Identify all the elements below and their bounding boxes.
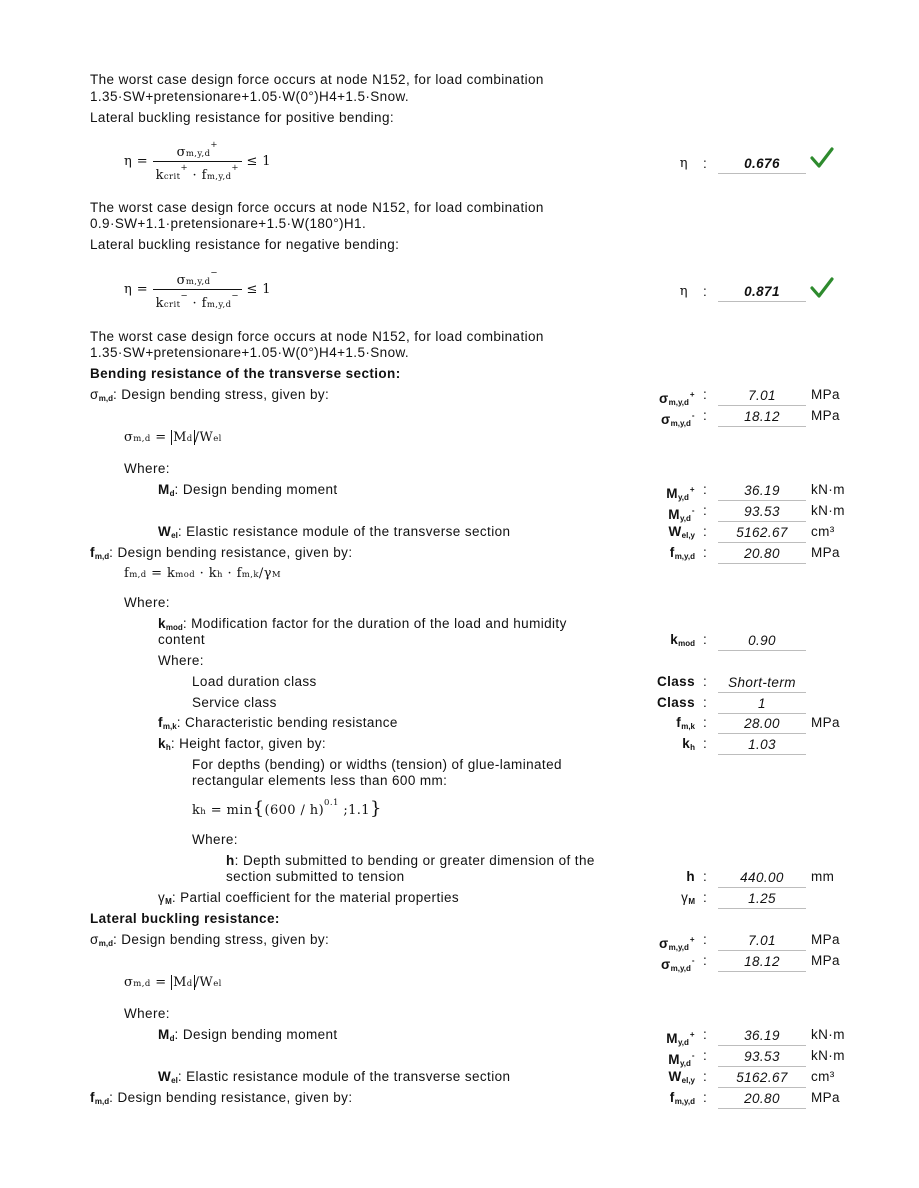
colon: : xyxy=(703,695,708,710)
load-duration-class-label: Class xyxy=(656,674,695,689)
kh-label: $k_h$ xyxy=(682,736,695,752)
where-label: Where: xyxy=(124,461,170,476)
colon: : xyxy=(703,545,708,560)
lateral-my-pos-unit: kN·m xyxy=(811,1027,845,1042)
s3-text-line1: The worst case design force occurs at node N152, for load combination xyxy=(90,329,544,344)
colon: : xyxy=(703,503,708,518)
colon: : xyxy=(703,1090,708,1105)
colon: : xyxy=(703,524,708,539)
s3-text-line2: 1.35·SW+pretensionare+1.05·W(0°)H4+1.5·Snow. xyxy=(90,345,410,360)
checkmark-icon xyxy=(810,276,834,300)
lateral-wel-description: $W_{el}$: Elastic resistance module of the transverse section xyxy=(158,1069,511,1085)
my-neg-label: $M_{y,d}^-$ xyxy=(668,506,695,523)
lateral-fmd-unit: MPa xyxy=(811,1090,840,1105)
lateral-sigma-pos-unit: MPa xyxy=(811,932,840,947)
lateral-wel-label: $W_{el,y}$ xyxy=(668,1069,695,1085)
depth-text-line2: rectangular elements less than 600 mm: xyxy=(192,773,448,788)
colon: : xyxy=(703,953,708,968)
my-neg-value: 93.53 xyxy=(718,504,806,522)
wel-description: $W_{el}$: Elastic resistance module of the transverse section xyxy=(158,524,511,540)
fmd-description: $f_{m,d}$: Design bending resistance, given by: xyxy=(90,545,353,561)
md-description: $M_d$: Design bending moment xyxy=(158,482,338,498)
s1-text-line2: 1.35·SW+pretensionare+1.05·W(0°)H4+1.5·Snow. xyxy=(90,89,410,104)
lateral-my-pos-value: 36.19 xyxy=(718,1028,806,1046)
fmd-unit: MPa xyxy=(811,545,840,560)
gamma-m-description: $\gamma_M$: Partial coefficient for the material properties xyxy=(158,890,460,906)
h-description-line1: h: Depth submitted to bending or greater dimension of the xyxy=(226,853,595,868)
depth-text-line1: For depths (bending) or widths (tension) of glue-laminated xyxy=(192,757,562,772)
fmd-value: 20.80 xyxy=(718,546,806,564)
kmod-value: 0.90 xyxy=(718,633,806,651)
sigma-pos-label: $\sigma_{m,y,d}^+$ xyxy=(658,390,695,407)
lateral-heading: Lateral buckling resistance: xyxy=(90,911,280,926)
h-label: h xyxy=(686,869,695,884)
colon: : xyxy=(703,932,708,947)
kh-description: $k_h$: Height factor, given by: xyxy=(158,736,327,752)
lateral-my-neg-unit: kN·m xyxy=(811,1048,845,1063)
lateral-fmd-description: $f_{m,d}$: Design bending resistance, given by: xyxy=(90,1090,353,1106)
colon: : xyxy=(703,156,708,171)
s1-eta-formula: η = $\frac{\sigma m,y,d^+}{kcrit^+ \cdot fm,y,d^+}$ ≤ 1 xyxy=(124,140,271,183)
h-unit: mm xyxy=(811,869,835,884)
s2-eta-label: η xyxy=(679,284,688,299)
kmod-description-line1: $k_{mod}$: Modification factor for the duration of the load and humidity xyxy=(158,616,567,632)
s2-text-line1: The worst case design force occurs at node N152, for load combination xyxy=(90,200,544,215)
s2-title: Lateral buckling resistance for negative bending: xyxy=(90,237,400,252)
colon: : xyxy=(703,890,708,905)
checkmark-icon xyxy=(810,146,834,170)
lateral-my-neg-value: 93.53 xyxy=(718,1049,806,1067)
h-description-line2: section submitted to tension xyxy=(226,869,405,884)
service-class-value: 1 xyxy=(718,696,806,714)
my-neg-unit: kN·m xyxy=(811,503,845,518)
colon: : xyxy=(703,736,708,751)
s1-title: Lateral buckling resistance for positive bending: xyxy=(90,110,395,125)
colon: : xyxy=(703,632,708,647)
sigma-neg-unit: MPa xyxy=(811,408,840,423)
lateral-wel-value: 5162.67 xyxy=(718,1070,806,1088)
kh-value: 1.03 xyxy=(718,737,806,755)
colon: : xyxy=(703,284,708,299)
wel-label: $W_{el,y}$ xyxy=(668,524,695,540)
service-class-text: Service class xyxy=(192,695,277,710)
fmk-label: $f_{m,k}$ xyxy=(676,715,695,731)
sigma-pos-value: 7.01 xyxy=(718,388,806,406)
bending-sigma-description: $\sigma_{m,d}$: Design bending stress, given by: xyxy=(90,387,330,403)
lateral-sigma-neg-label: $\sigma_{m,y,d}^-$ xyxy=(660,956,695,973)
lateral-fmd-label: $f_{m,y,d}$ xyxy=(669,1090,695,1106)
lateral-wel-unit: cm³ xyxy=(811,1069,835,1084)
fmk-value: 28.00 xyxy=(718,716,806,734)
load-duration-class-text: Load duration class xyxy=(192,674,317,689)
colon: : xyxy=(703,387,708,402)
formula-fmd: fm,d = kmod · kh · fm,k/γM xyxy=(124,566,281,581)
fmk-unit: MPa xyxy=(811,715,840,730)
service-class-label: Class xyxy=(656,695,695,710)
where-label: Where: xyxy=(124,595,170,610)
lateral-fmd-value: 20.80 xyxy=(718,1091,806,1109)
my-pos-value: 36.19 xyxy=(718,483,806,501)
sigma-pos-unit: MPa xyxy=(811,387,840,402)
where-label: Where: xyxy=(124,1006,170,1021)
colon: : xyxy=(703,408,708,423)
where-label: Where: xyxy=(192,832,238,847)
kmod-label: $k_{mod}$ xyxy=(670,632,695,648)
colon: : xyxy=(703,715,708,730)
fmk-description: $f_{m,k}$: Characteristic bending resistance xyxy=(158,715,398,731)
colon: : xyxy=(703,1069,708,1084)
load-duration-class-value: Short-term xyxy=(718,675,806,693)
kmod-description-line2: content xyxy=(158,632,206,647)
colon: : xyxy=(703,1048,708,1063)
s1-eta-label: η xyxy=(679,156,688,171)
lateral-my-pos-label: $M_{y,d}^+$ xyxy=(666,1030,695,1047)
s1-text-line1: The worst case design force occurs at node N152, for load combination xyxy=(90,72,544,87)
bending-heading: Bending resistance of the transverse section: xyxy=(90,366,401,381)
colon: : xyxy=(703,674,708,689)
lateral-md-description: $M_d$: Design bending moment xyxy=(158,1027,338,1043)
my-pos-label: $M_{y,d}^+$ xyxy=(666,485,695,502)
wel-unit: cm³ xyxy=(811,524,835,539)
s2-eta-value: 0.871 xyxy=(718,284,806,302)
s2-text-line2: 0.9·SW+1.1·pretensionare+1.5·W(180°)H1. xyxy=(90,216,367,231)
lateral-sigma-pos-label: $\sigma_{m,y,d}^+$ xyxy=(658,935,695,952)
h-value: 440.00 xyxy=(718,870,806,888)
colon: : xyxy=(703,869,708,884)
colon: : xyxy=(703,1027,708,1042)
lateral-formula-sigma-md: σm,d = Md /Wel xyxy=(124,975,222,990)
lateral-sigma-pos-value: 7.01 xyxy=(718,933,806,951)
lateral-sigma-neg-unit: MPa xyxy=(811,953,840,968)
wel-value: 5162.67 xyxy=(718,525,806,543)
my-pos-unit: kN·m xyxy=(811,482,845,497)
gamma-m-value: 1.25 xyxy=(718,891,806,909)
formula-kh: kh = min{(600 / h)$^{0.1}$ ;1.1} xyxy=(192,798,382,819)
lateral-sigma-description: $\sigma_{m,d}$: Design bending stress, given by: xyxy=(90,932,330,948)
fmd-label: $f_{m,y,d}$ xyxy=(669,545,695,561)
colon: : xyxy=(703,482,708,497)
sigma-neg-label: $\sigma_{m,y,d}^-$ xyxy=(660,411,695,428)
s2-eta-formula: η = $\frac{\sigma m,y,d^-}{kcrit^- \cdot fm,y,d^-}$ ≤ 1 xyxy=(124,268,271,311)
formula-sigma-md: σm,d = Md /Wel xyxy=(124,430,222,445)
lateral-sigma-neg-value: 18.12 xyxy=(718,954,806,972)
sigma-neg-value: 18.12 xyxy=(718,409,806,427)
where-label: Where: xyxy=(158,653,204,668)
s1-eta-value: 0.676 xyxy=(718,156,806,174)
lateral-my-neg-label: $M_{y,d}^-$ xyxy=(668,1051,695,1068)
gamma-m-label: $\gamma_M$ xyxy=(681,890,695,906)
